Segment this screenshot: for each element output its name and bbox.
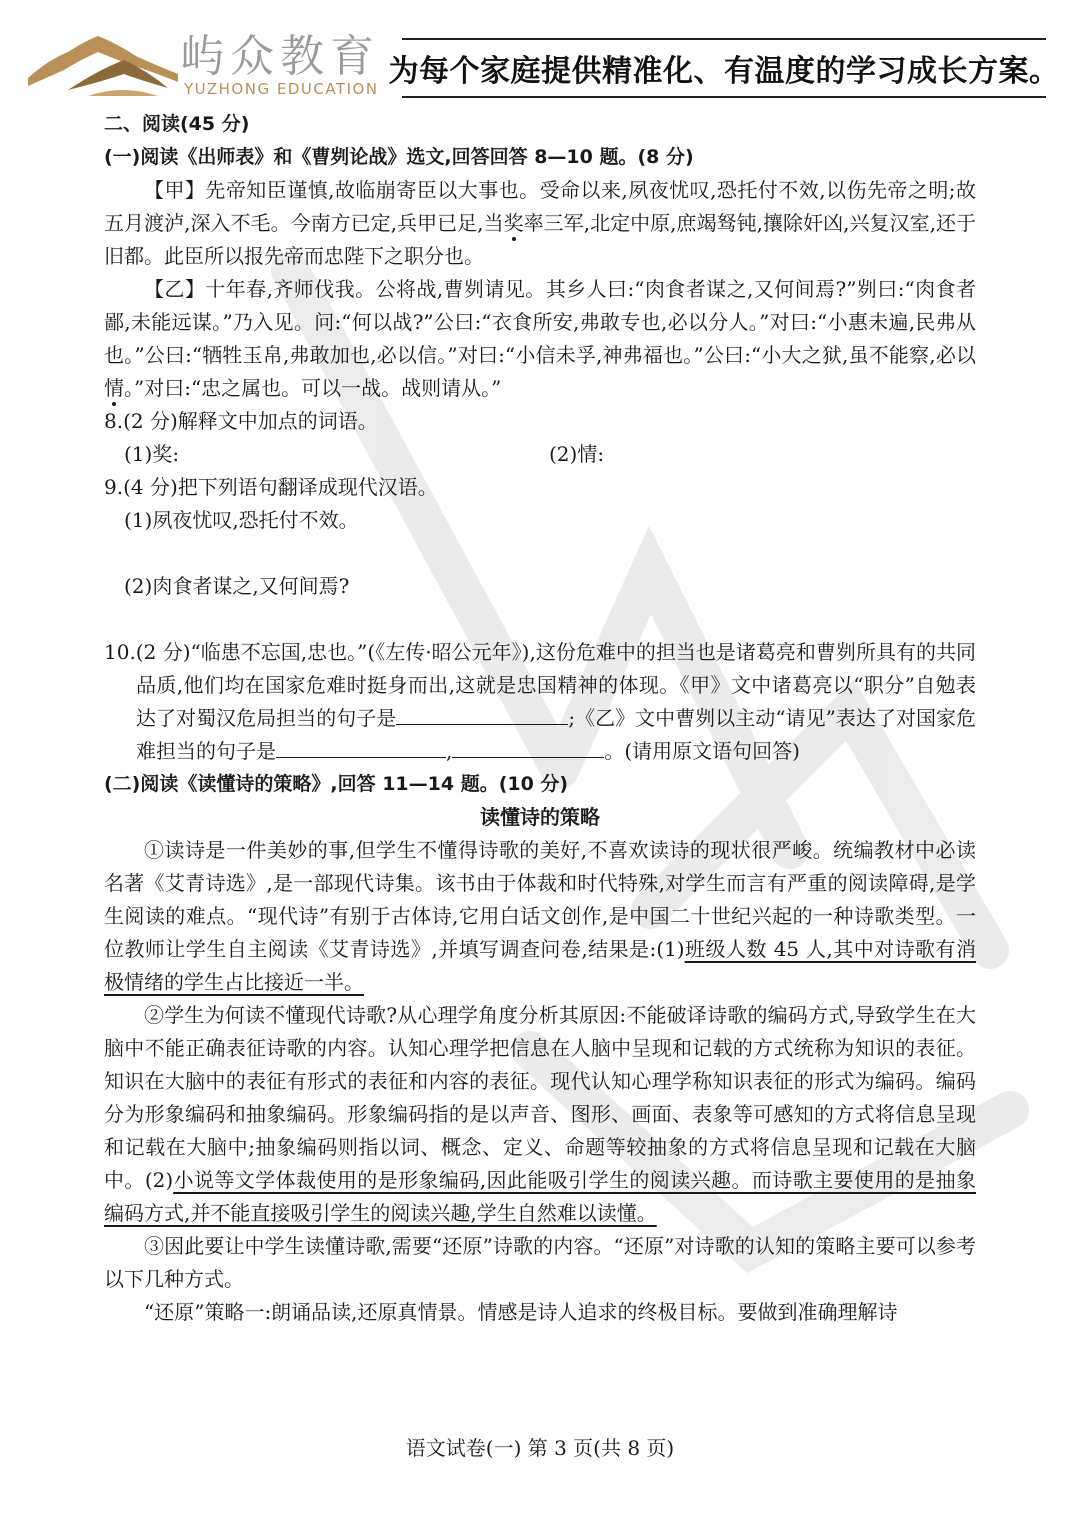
answer-space [104, 537, 976, 570]
question-8: 8.(2 分)解释文中加点的词语。 [104, 409, 378, 433]
paragraph-3: ③因此要让中学生读懂诗歌,需要“还原”诗歌的内容。“还原”对诗歌的认知的策略主要可以参考以下几种方式。 [104, 1234, 976, 1291]
slogan: 为每个家庭提供精准化、有温度的学习成长方案。 [388, 54, 1060, 89]
dotted-word-jiang: 奖 [503, 211, 524, 235]
paragraph-4: “还原”策略一:朗诵品读,还原真情景。情感是诗人追求的终极目标。要做到准确理解诗 [144, 1300, 898, 1324]
question-9-2: (2)肉食者谋之,又何间焉? [124, 574, 350, 598]
answer-space [104, 603, 976, 636]
answer-blank-2[interactable] [276, 735, 446, 758]
exam-content [104, 108, 976, 1329]
question-9: 9.(4 分)把下列语句翻译成现代汉语。 [104, 475, 438, 499]
paragraph-2: ②学生为何读不懂现代诗歌?从心理学角度分析其原因:不能破译诗歌的编码方式,导致学生在大脑中不能正确表征诗歌的内容。认知心理学把信息在人脑中呈现和记载的方式统称为知识的表征。知识在大脑中的表征有形式的表征和内容的表征。现代认知心理学称知识表征的形式为编码。编码分为形象编码和抽象编码。形象编码指的是以声音、图形、画面、表象等可感知的方式将信息呈现和记载在大脑中;抽象编码则指以词、概念、定义、命题等较抽象的方式将信息呈现和记载在大脑中。(2)小说等文学体裁使用的是形象编码,因此能吸引学生的阅读兴趣。而诗歌主要使用的是抽象编码方式,并不能直接吸引学生的阅读兴趣,学生自然难以读懂。 [104, 1003, 976, 1225]
page-footer: 语文试卷(一) 第 3 页(共 8 页) [405, 1436, 675, 1460]
question-9-1: (1)夙夜忧叹,恐托付不效。 [124, 508, 359, 532]
slogan-box [388, 38, 1060, 98]
question-8-1: (1)奖: [124, 442, 180, 466]
section-heading: 二、阅读(45 分) [104, 113, 250, 135]
mountain-logo-icon [28, 30, 178, 100]
paragraph-1: ①读诗是一件美妙的事,但学生不懂得诗歌的美好,不喜欢读诗的现状很严峻。统编教材中必读名著《艾青诗选》,是一部现代诗集。该书由于体裁和时代特殊,对学生而言有严重的阅读障碍,是学生阅读的难点。“现代诗”有别于古体诗,它用白话文创作,是中国二十世纪兴起的一种诗歌类型。一位教师让学生自主阅读《艾青诗选》,并填写调查问卷,结果是:(1)班级人数 45 人,其中对诗歌有消极情绪的学生占比接近一半。 [104, 838, 976, 994]
brand-name-en: YUZHONG EDUCATION [184, 80, 379, 98]
underlined-sentence-2: 小说等文学体裁使用的是形象编码,因此能吸引学生的阅读兴趣。而诗歌主要使用的是抽象编码方式,并不能直接吸引学生的阅读兴趣,学生自然难以读懂。 [104, 1168, 976, 1225]
page-header [0, 0, 1080, 105]
passage-jia: 【甲】先帝知臣谨慎,故临崩寄臣以大事也。受命以来,夙夜忧叹,恐托付不效,以伤先帝之明;故五月渡泸,深入不毛。今南方已定,兵甲已足,当奖率三军,北定中原,庶竭驽钝,攘除奸凶,兴复汉室,还于旧都。此臣所以报先帝而忠陛下之职分也。 [104, 178, 976, 268]
part1-heading: (一)阅读《出师表》和《曹刿论战》选文,回答回答 8—10 题。(8 分) [104, 146, 694, 168]
answer-blank-1[interactable] [396, 702, 568, 725]
answer-blank-3[interactable] [452, 735, 604, 758]
question-10: 10.(2 分)“临患不忘国,忠也。”(《左传·昭公元年》),这份危难中的担当也是诸葛亮和曹刿所具有的共同品质,他们均在国家危难时挺身而出,这就是忠国精神的体现。《甲》文中诸葛亮以“职分”自勉表达了对蜀汉危局担当的句子是 ;《乙》文中曹刿以主动“请见”表达了对国家危难担当的句子是 , 。(请用原文语句回答) [104, 640, 977, 763]
question-8-items [104, 438, 976, 471]
underlined-sentence-1: 班级人数 45 人,其中对诗歌有消极情绪的学生占比接近一半。 [104, 937, 976, 994]
part2-heading: (二)阅读《读懂诗的策略》,回答 11—14 题。(10 分) [104, 773, 569, 795]
passage-title: 读懂诗的策略 [480, 805, 600, 829]
brand-name: 屿众教育 [180, 31, 380, 82]
dotted-word-qing: 情 [104, 376, 124, 400]
question-8-2: (2)情: [549, 442, 605, 466]
passage-yi: 【乙】十年春,齐师伐我。公将战,曹刿请见。其乡人曰:“肉食者谋之,又何间焉?”刿曰:“肉食者鄙,未能远谋。”乃入见。问:“何以战?”公曰:“衣食所安,弗敢专也,必以分人。”对曰:“小惠未遍,民弗从也。”公曰:“牺牲玉帛,弗敢加也,必以信。”对曰:“小信未孚,神弗福也。”公曰:“小大之狱,虽不能察,必以情。”对曰:“忠之属也。可以一战。战则请从。” [104, 277, 976, 400]
